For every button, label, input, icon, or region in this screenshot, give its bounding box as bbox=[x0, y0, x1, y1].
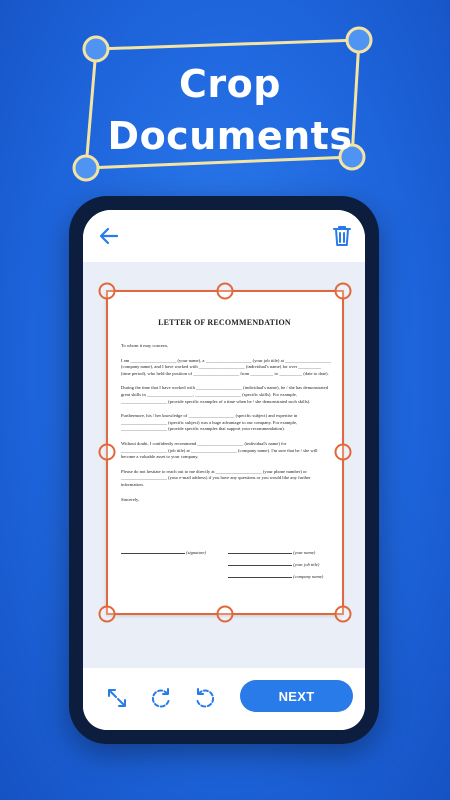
expand-button[interactable] bbox=[105, 686, 129, 710]
app-screen bbox=[83, 210, 365, 730]
crop-handle-bottom-middle[interactable] bbox=[218, 607, 233, 622]
bottom-toolbar bbox=[83, 668, 365, 730]
company-name-label: (company name) bbox=[293, 574, 324, 579]
crop-handle-middle-left[interactable] bbox=[100, 445, 115, 460]
top-bar bbox=[83, 210, 365, 262]
signature-label: (signature) bbox=[186, 550, 206, 555]
back-button[interactable] bbox=[97, 224, 121, 248]
arrow-left-icon bbox=[97, 224, 121, 248]
crop-workspace bbox=[83, 262, 365, 668]
crop-handle-top-left[interactable] bbox=[100, 284, 115, 299]
rotate-counterclockwise-icon bbox=[193, 686, 217, 710]
expand-icon bbox=[105, 686, 129, 710]
promo-title-line-2: Documents bbox=[107, 114, 353, 158]
document-paragraph: To whom it may concern, bbox=[121, 343, 169, 348]
trash-icon bbox=[331, 224, 353, 248]
rotate-clockwise-button[interactable] bbox=[149, 686, 173, 710]
crop-handle-top-right[interactable] bbox=[336, 284, 351, 299]
document-page bbox=[106, 290, 343, 615]
next-button[interactable]: NEXT bbox=[240, 680, 353, 712]
crop-handle-bottom-right[interactable] bbox=[336, 607, 351, 622]
promo-title bbox=[95, 58, 365, 162]
crop-handle-top-middle[interactable] bbox=[218, 284, 233, 299]
your-job-title-label: (your job title) bbox=[293, 562, 320, 567]
document-paragraph: Please do not hesitate to reach out to me directly at ____________________ (your phone number) or ____________________ (your e-mail address) if you have any questions or you would like any further information. bbox=[121, 468, 311, 487]
crop-handle-bottom-left[interactable] bbox=[100, 607, 115, 622]
company-name-line bbox=[228, 574, 338, 579]
your-name-label: (your name) bbox=[293, 550, 316, 555]
document-paragraph: I am ____________________ (your name), a ____________________ (your job title) at ____________________ (company name), and I have worked with ____________________ (individual's name) for over __________ (time period), who held the position of ____________________ from __________ to __________ (date to date). bbox=[121, 357, 332, 376]
document-paragraph: Sincerely, bbox=[121, 496, 140, 502]
document-title: LETTER OF RECOMMENDATION bbox=[158, 318, 291, 327]
document-paragraph: During the time that I have worked with ____________________ (individual's name), he / she has demonstrated great skills in ____________________, ____________________ (specific skills). For example, ____________________ (provide specific examples of a time when he / she demonstrated such skills). bbox=[121, 385, 328, 404]
rotate-clockwise-icon bbox=[149, 686, 173, 710]
crop-handle-middle-right[interactable] bbox=[336, 445, 351, 460]
promo-banner bbox=[0, 0, 450, 200]
signature-line bbox=[121, 550, 241, 555]
rotate-counterclockwise-button[interactable] bbox=[193, 686, 217, 710]
promo-title-line-1: Crop bbox=[179, 62, 281, 106]
your-job-title-line bbox=[228, 562, 338, 567]
frame-corner-handle-top-right bbox=[347, 28, 371, 52]
your-name-line bbox=[228, 550, 338, 555]
delete-button[interactable] bbox=[331, 224, 353, 248]
document-paragraph: Furthermore, his / her knowledge of ____________________ (specific subject) and expertise in ____________________ (specific subject) was a huge advantage to our company. For example, ____________________ (provide specific examples that support your recommendation). bbox=[121, 413, 298, 432]
document-paragraph: Without doubt, I confidently recommend ____________________ (individual's name) for ____________________ (job title) at ____________________ (company name). I'm sure that he / she will become a valuable asset to your company. bbox=[121, 440, 318, 460]
document-body bbox=[121, 343, 331, 511]
